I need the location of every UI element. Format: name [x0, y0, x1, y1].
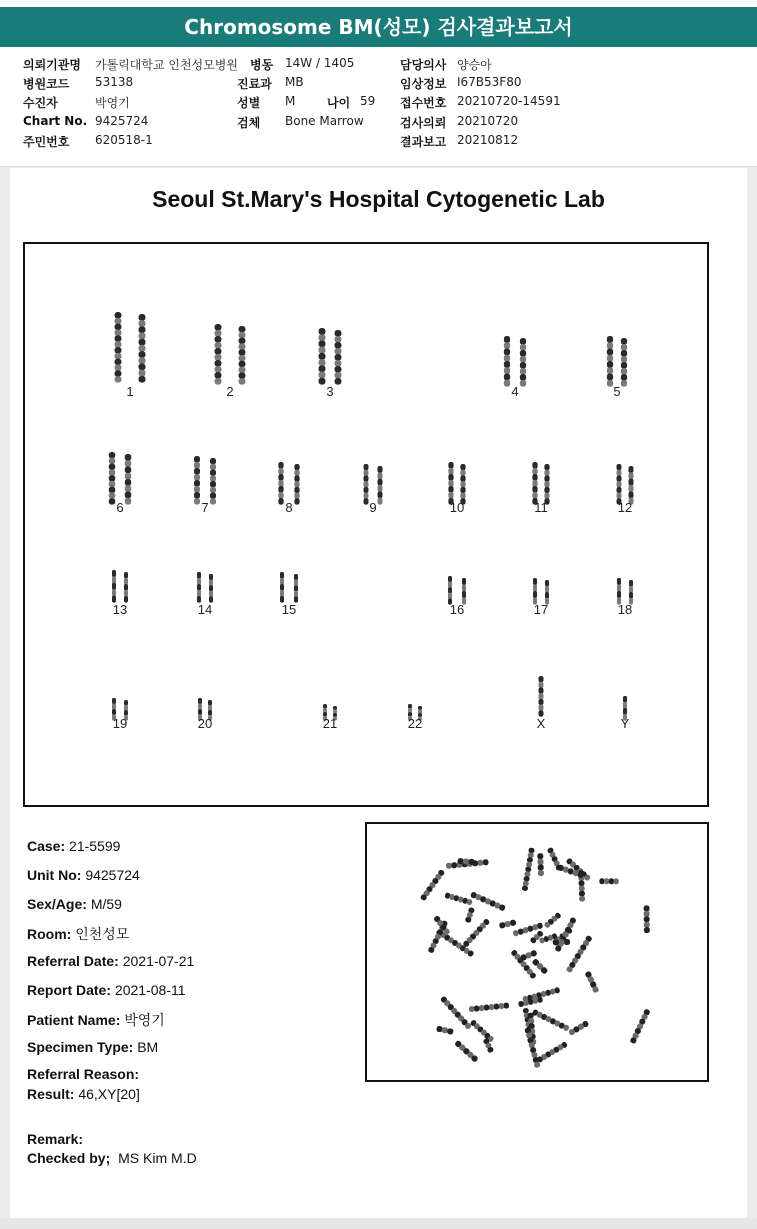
chromosome-label-1: 1	[126, 384, 134, 399]
result-report-label: 결과보고	[400, 135, 447, 149]
result-row	[27, 1086, 140, 1102]
metaphase-image	[367, 824, 707, 1080]
specimen-type-label: Specimen Type:	[27, 1039, 134, 1055]
chromosome-pair-2	[215, 324, 246, 385]
checked-row	[27, 1150, 197, 1166]
room-value: 인천성모	[75, 926, 130, 942]
report-date-row	[27, 982, 185, 998]
report-date-label: Report Date:	[27, 982, 112, 998]
chromosome-pair-15	[280, 572, 298, 603]
chromosome-pair-5	[607, 336, 627, 387]
sex-label: 성별	[237, 96, 261, 110]
chromosome-label-4: 4	[511, 384, 519, 399]
patient-name-label: Patient Name:	[27, 1012, 121, 1028]
remark-label: Remark:	[27, 1131, 84, 1147]
case-label: Case:	[27, 838, 66, 854]
chromosome-pair-X	[539, 676, 544, 717]
hospital-title: Seoul St.Mary's Hospital Cytogenetic Lab	[152, 186, 605, 212]
unit-row	[27, 867, 140, 883]
chromosome-label-6: 6	[116, 500, 124, 515]
remark-row	[27, 1131, 83, 1147]
patient-value: 박영기	[95, 96, 130, 110]
ward-label: 병동	[250, 58, 274, 72]
chromosome-pair-6	[109, 452, 132, 505]
metaphase-chromosomes	[420, 847, 651, 1068]
result-report-value: 20210812	[457, 133, 519, 147]
doctor-label: 담당의사	[400, 58, 447, 72]
chromosome-label-8: 8	[285, 500, 293, 515]
specimen-value: Bone Marrow	[285, 114, 364, 128]
referral-reason-label: Referral Reason:	[27, 1066, 140, 1082]
chromosome-pair-7	[194, 456, 216, 505]
age-label: 나이	[327, 96, 351, 110]
chromosome-label-9: 9	[369, 500, 377, 515]
patient-name-value: 박영기	[124, 1012, 165, 1028]
id-label: 주민번호	[23, 135, 70, 149]
hospital-code-label: 병원코드	[23, 77, 70, 91]
room-row	[27, 924, 129, 944]
chromosome-pair-9	[364, 464, 383, 505]
sexage-value: M/59	[90, 896, 122, 912]
receipt-label: 접수번호	[400, 96, 447, 110]
chromosome-pair-14	[197, 572, 213, 603]
result-value: 46,XY[20]	[78, 1086, 140, 1102]
chromosome-pair-13	[112, 570, 128, 603]
receipt-value: 20210720-14591	[457, 94, 561, 108]
referral-reason-row	[27, 1066, 139, 1082]
metaphase-panel	[365, 822, 709, 1082]
chromosome-label-12: 12	[617, 500, 633, 515]
chromosome-pair-11	[532, 462, 549, 505]
chromosome-label-3: 3	[326, 384, 334, 399]
specimen-type-row	[27, 1039, 158, 1055]
referral-date-value: 2021-07-21	[122, 953, 195, 969]
chromosome-pair-17	[533, 578, 549, 605]
chromosome-label-5: 5	[613, 384, 621, 399]
chromosome-pair-4	[504, 336, 526, 387]
chromosome-pair-8	[278, 462, 299, 505]
chromosome-label-21: 21	[322, 716, 338, 731]
age-value: 59	[360, 94, 376, 108]
unit-value: 9425724	[85, 867, 140, 883]
chromosome-pair-12	[617, 464, 634, 505]
case-value: 21-5599	[69, 838, 121, 854]
specimen-label: 검체	[237, 116, 261, 130]
chromosome-label-16: 16	[449, 602, 465, 617]
chromosome-label-20: 20	[197, 716, 213, 731]
checked-value: MS Kim M.D	[118, 1150, 197, 1166]
room-label: Room:	[27, 926, 72, 942]
patient-info-panel	[0, 48, 757, 167]
institution-value: 가톨릭대학교 인천성모병원	[95, 58, 238, 72]
chromosome-label-19: 19	[112, 716, 128, 731]
title-bar	[0, 0, 757, 49]
sexage-row	[27, 896, 122, 912]
clinical-label: 임상정보	[400, 77, 447, 91]
doctor-value: 양승아	[457, 58, 492, 72]
chromosome-label-2: 2	[226, 384, 234, 399]
chart-value: 9425724	[95, 114, 149, 128]
dept-label: 진료과	[237, 77, 272, 91]
karyotype-image	[25, 244, 707, 805]
dept-value: MB	[285, 75, 304, 89]
patient-name-row	[27, 1010, 165, 1030]
chromosome-pair-3	[319, 328, 342, 385]
referral-date-label: Referral Date:	[27, 953, 119, 969]
report-date-value: 2021-08-11	[114, 982, 186, 998]
cytogenetic-report	[10, 168, 747, 1218]
bottom-bar	[0, 1218, 757, 1229]
request-value: 20210720	[457, 114, 519, 128]
chromosome-label-18: 18	[617, 602, 633, 617]
institution-label: 의뢰기관명	[23, 58, 81, 72]
chromosome-label-22: 22	[407, 716, 423, 731]
chromosome-pair-16	[448, 576, 466, 605]
unit-label: Unit No:	[27, 867, 82, 883]
chromosome-label-15: 15	[281, 602, 297, 617]
chromosome-label-17: 17	[533, 602, 549, 617]
id-value: 620518-1	[95, 133, 153, 147]
chromosome-pair-10	[448, 462, 465, 505]
case-row	[27, 838, 120, 854]
result-label: Result:	[27, 1086, 75, 1102]
checked-label: Checked by;	[27, 1150, 111, 1166]
chromosome-label-7: 7	[201, 500, 209, 515]
clinical-value: I67B53F80	[457, 75, 522, 89]
chromosome-label-Y: Y	[620, 716, 630, 731]
hospital-code-value: 53138	[95, 75, 134, 89]
chromosome-label-10: 10	[449, 500, 465, 515]
specimen-type-value: BM	[137, 1039, 159, 1055]
chromosome-label-X: X	[536, 716, 546, 731]
ward-value: 14W / 1405	[285, 56, 355, 70]
chart-label: Chart No.	[23, 114, 88, 128]
chromosome-label-13: 13	[112, 602, 128, 617]
chromosome-pair-1	[115, 312, 146, 383]
patient-label: 수진자	[23, 96, 58, 110]
report-title: Chromosome BM(성모) 검사결과보고서	[0, 7, 757, 47]
karyotype-panel	[23, 242, 709, 807]
sex-value: M	[285, 94, 296, 108]
chromosome-pair-18	[617, 578, 633, 605]
sexage-label: Sex/Age:	[27, 896, 87, 912]
chromosome-label-14: 14	[197, 602, 213, 617]
request-label: 검사의뢰	[400, 116, 447, 130]
referral-date-row	[27, 953, 194, 969]
chromosome-label-11: 11	[534, 500, 548, 515]
